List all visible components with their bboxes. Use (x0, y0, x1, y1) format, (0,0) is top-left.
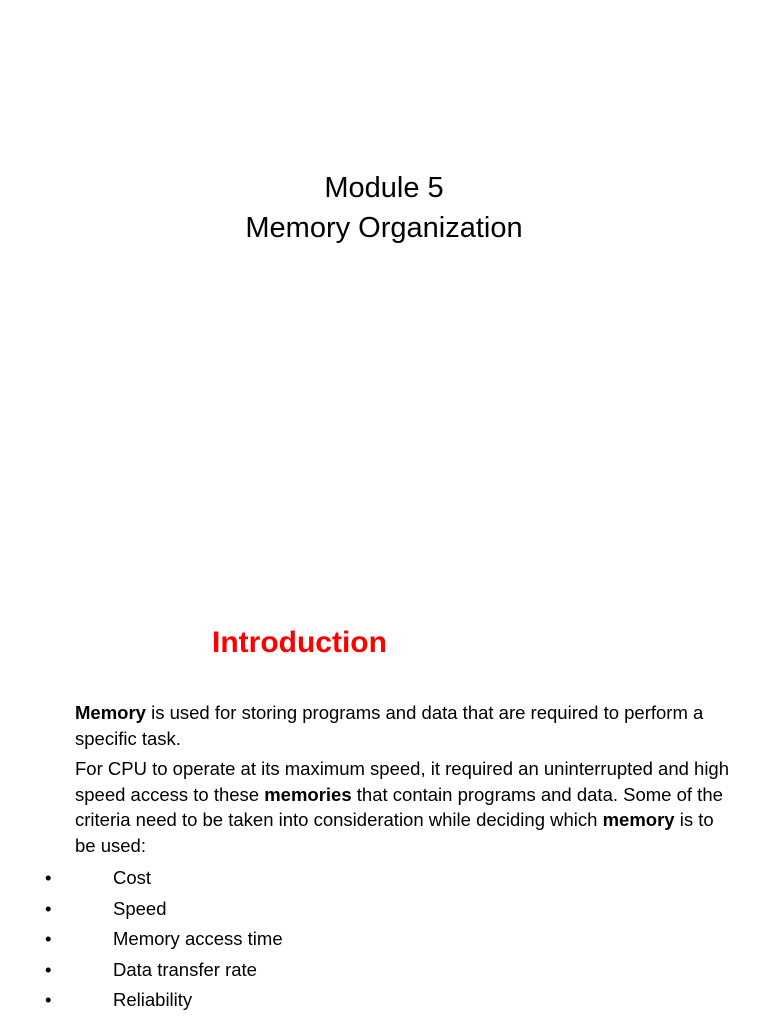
list-item (45, 986, 445, 1017)
bullet-icon: • (45, 989, 52, 1011)
paragraph-text: is used for storing programs and data that are required to perform a specific task. (75, 702, 704, 749)
list-item-text: Speed (113, 897, 167, 919)
list-item (45, 956, 445, 987)
module-title-line-1: Module 5 (324, 172, 444, 204)
module-title (0, 168, 768, 248)
bold-term-memory: Memory (75, 702, 146, 723)
module-title-line-2: Memory Organization (245, 212, 523, 244)
list-item-text: Data transfer rate (113, 958, 257, 980)
paragraph-memory-definition (75, 700, 735, 751)
bold-term-memories: memories (264, 783, 352, 805)
bold-term-memory: memory (602, 809, 675, 830)
paragraph-text: is to be used: (75, 809, 714, 856)
list-item (45, 925, 445, 956)
bullet-icon: • (45, 897, 52, 919)
criteria-list (45, 864, 445, 1017)
paragraph-cpu-speed (75, 756, 735, 858)
list-item-text: Cost (113, 867, 152, 888)
list-item (45, 895, 445, 926)
introduction-body (75, 700, 735, 863)
paragraph-text: that contain programs and data. Some of the criteria need to be taken into consideration while deciding which (75, 783, 723, 830)
introduction-heading: Introduction (212, 626, 387, 659)
list-item-text: Memory access time (113, 928, 283, 950)
list-item-text: Reliability (113, 989, 193, 1011)
bullet-icon: • (45, 928, 52, 950)
list-item (45, 864, 445, 895)
bullet-icon: • (45, 958, 52, 980)
bullet-icon: • (45, 867, 52, 888)
paragraph-text: For CPU to operate at its maximum speed, it required an uninterrupted and high speed access to these (75, 758, 730, 805)
